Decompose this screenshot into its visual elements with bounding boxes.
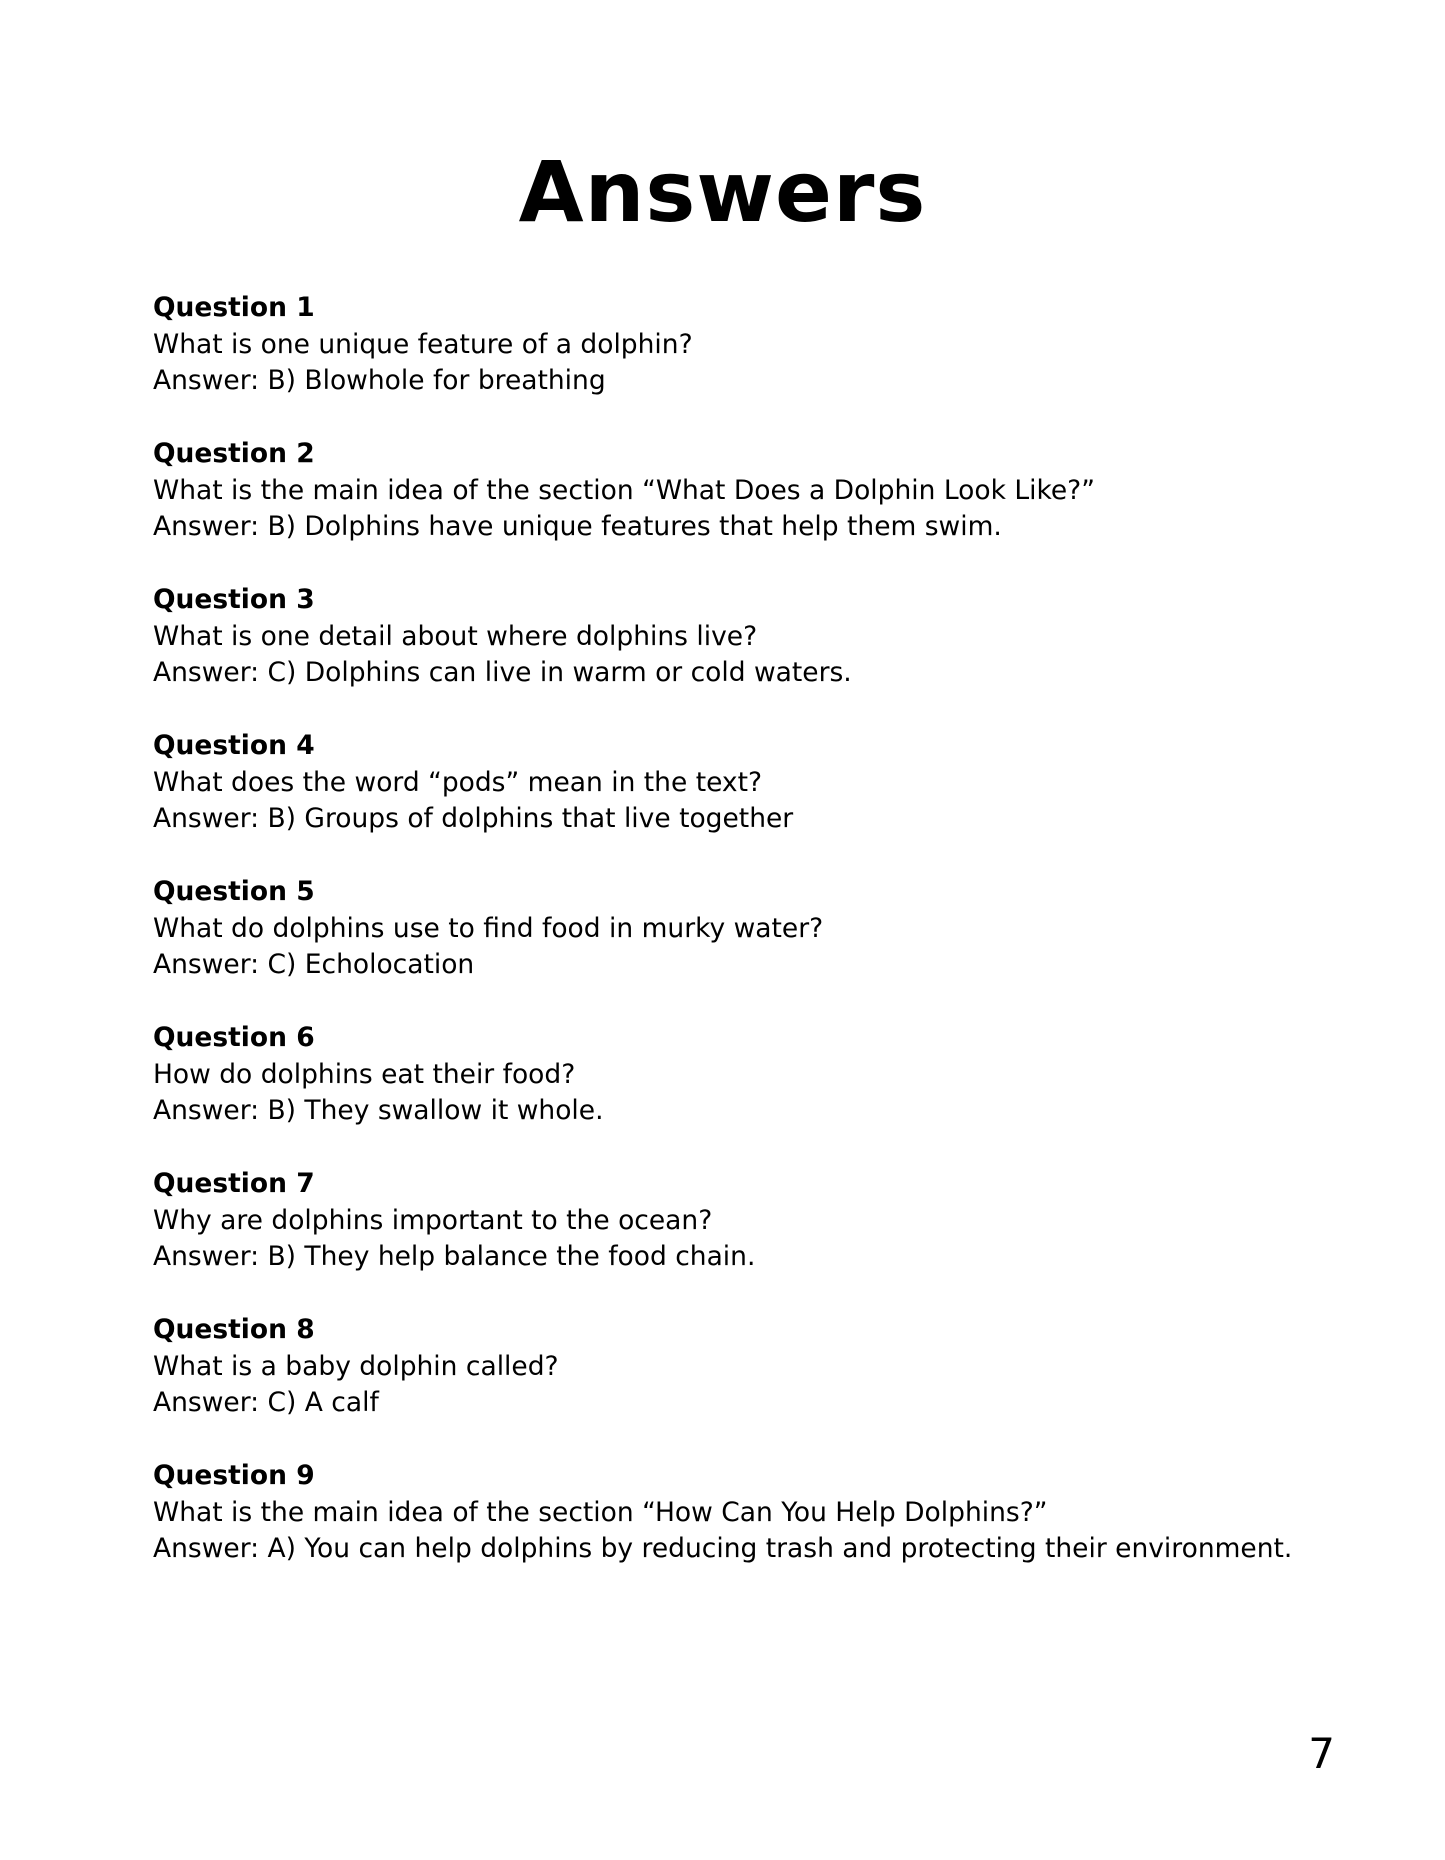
question-heading: Question 8 <box>153 1314 315 1345</box>
answer-text: Answer: B) They swallow it whole. <box>153 1095 604 1126</box>
question-heading: Question 2 <box>153 438 315 469</box>
question-block-8 <box>153 1312 1333 1458</box>
question-heading: Question 1 <box>153 292 315 323</box>
page-title: Answers <box>518 143 927 241</box>
answer-text: Answer: C) Echolocation <box>153 949 475 980</box>
answer-list <box>153 290 1333 1604</box>
question-heading: Question 4 <box>153 730 315 761</box>
answer-text: Answer: A) You can help dolphins by reducing trash and protecting their environment. <box>153 1533 1293 1564</box>
question-text: What do dolphins use to find food in murky water? <box>153 912 824 944</box>
answer-text: Answer: B) Groups of dolphins that live together <box>153 803 794 834</box>
question-heading: Question 5 <box>153 876 315 907</box>
question-block-2 <box>153 436 1333 582</box>
question-block-4 <box>153 728 1333 874</box>
answer-text: Answer: C) Dolphins can live in warm or cold waters. <box>153 657 852 688</box>
answer-text: Answer: C) A calf <box>153 1387 379 1418</box>
question-block-3 <box>153 582 1333 728</box>
question-text: Why are dolphins important to the ocean? <box>153 1204 713 1236</box>
question-text: What is the main idea of the section “How Can You Help Dolphins?” <box>153 1496 1048 1528</box>
question-block-9 <box>153 1458 1333 1604</box>
answer-text: Answer: B) Dolphins have unique features that help them swim. <box>153 511 1002 542</box>
question-heading: Question 7 <box>153 1168 315 1199</box>
question-heading: Question 6 <box>153 1022 315 1053</box>
answer-text: Answer: B) They help balance the food chain. <box>153 1241 756 1272</box>
question-block-6 <box>153 1020 1333 1166</box>
answer-text: Answer: B) Blowhole for breathing <box>153 365 606 396</box>
question-text: What is a baby dolphin called? <box>153 1350 559 1382</box>
question-text: How do dolphins eat their food? <box>153 1058 576 1090</box>
question-heading: Question 3 <box>153 584 315 615</box>
question-text: What does the word “pods” mean in the text? <box>153 766 763 798</box>
page-number: 7 <box>1308 1729 1335 1778</box>
question-block-1 <box>153 290 1333 436</box>
question-text: What is one unique feature of a dolphin? <box>153 328 693 360</box>
question-text: What is one detail about where dolphins live? <box>153 620 758 652</box>
question-block-7 <box>153 1166 1333 1312</box>
question-block-5 <box>153 874 1333 1020</box>
question-text: What is the main idea of the section “What Does a Dolphin Look Like?” <box>153 474 1095 506</box>
question-heading: Question 9 <box>153 1460 315 1491</box>
